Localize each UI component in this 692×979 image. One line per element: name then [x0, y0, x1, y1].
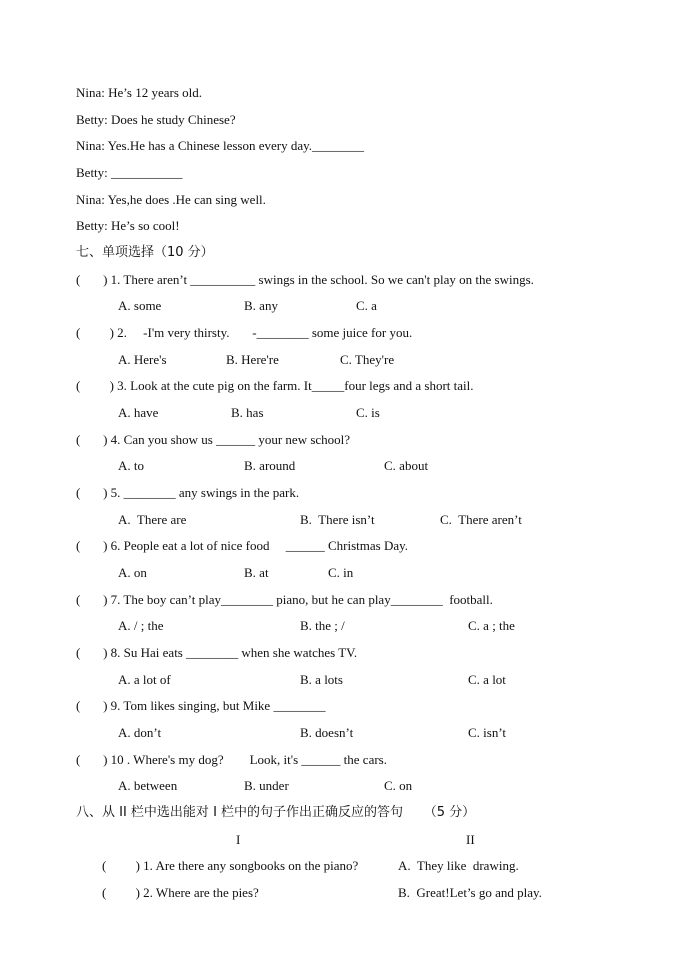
- option-b: B. There isn’t: [300, 512, 375, 527]
- option-a: A. don’t: [118, 725, 162, 740]
- question-stem: ( ) 6. People eat a lot of nice food ______ Christmas Day.: [76, 538, 409, 553]
- option-b: B. the ; /: [300, 618, 345, 633]
- option-b: B. a lots: [300, 672, 343, 687]
- matching-answer: A. They like drawing.: [398, 858, 519, 873]
- matching-question: ( ) 2. Where are the pies?: [102, 885, 259, 900]
- matching-answer: B. Great!Let’s go and play.: [398, 885, 542, 900]
- option-b: B. at: [244, 565, 269, 580]
- option-a: A. Here's: [118, 352, 167, 367]
- dialogue-line: Betty: ___________: [76, 165, 183, 180]
- option-a: A. on: [118, 565, 147, 580]
- option-c: C. in: [328, 565, 354, 580]
- option-b: B. around: [244, 458, 296, 473]
- dialogue-line: Nina: Yes,he does .He can sing well.: [76, 192, 266, 207]
- section-heading: 七、单项选择（10 分）: [76, 245, 214, 260]
- option-c: C. about: [384, 458, 429, 473]
- question-stem: ( ) 5. ________ any swings in the park.: [76, 485, 300, 500]
- section-heading: 八、从 II 栏中选出能对 I 栏中的句子作出正确反应的答句 （5 分）: [76, 805, 476, 820]
- option-a: A. / ; the: [118, 618, 164, 633]
- option-a: A. some: [118, 298, 162, 313]
- option-a: A. to: [118, 458, 144, 473]
- question-stem: ( ) 9. Tom likes singing, but Mike ________: [76, 698, 326, 713]
- option-c: C. a lot: [468, 672, 506, 687]
- option-c: C. There aren’t: [440, 512, 522, 527]
- option-b: B. Here're: [226, 352, 279, 367]
- dialogue-line: Betty: Does he study Chinese?: [76, 112, 236, 127]
- question-stem: ( ) 4. Can you show us ______ your new school?: [76, 432, 351, 447]
- question-stem: ( ) 3. Look at the cute pig on the farm. It_____four legs and a short tail.: [76, 378, 474, 393]
- option-b: B. doesn’t: [300, 725, 354, 740]
- option-c: C. isn’t: [468, 725, 507, 740]
- option-c: C. a ; the: [468, 618, 515, 633]
- column-header-i: I: [236, 832, 241, 847]
- question-stem: ( ) 1. There aren’t __________ swings in the school. So we can't play on the swings.: [76, 272, 534, 287]
- option-c: C. is: [356, 405, 380, 420]
- question-stem: ( ) 2. -I'm very thirsty. -________ some juice for you.: [76, 325, 413, 340]
- question-stem: ( ) 10 . Where's my dog? Look, it's ______ the cars.: [76, 752, 387, 767]
- column-header-ii: II: [466, 832, 475, 847]
- matching-question: ( ) 1. Are there any songbooks on the piano?: [102, 858, 359, 873]
- question-stem: ( ) 7. The boy can’t play________ piano, but he can play________ football.: [76, 592, 493, 607]
- option-c: C. on: [384, 778, 413, 793]
- question-stem: ( ) 8. Su Hai eats ________ when she watches TV.: [76, 645, 358, 660]
- option-a: A. There are: [118, 512, 187, 527]
- dialogue-line: Nina: He’s 12 years old.: [76, 85, 203, 100]
- option-c: C. a: [356, 298, 377, 313]
- option-c: C. They're: [340, 352, 395, 367]
- option-b: B. any: [244, 298, 278, 313]
- option-a: A. a lot of: [118, 672, 171, 687]
- option-b: B. has: [231, 405, 264, 420]
- option-a: A. between: [118, 778, 178, 793]
- option-a: A. have: [118, 405, 159, 420]
- option-b: B. under: [244, 778, 289, 793]
- dialogue-line: Nina: Yes.He has a Chinese lesson every day.________: [76, 138, 364, 153]
- dialogue-line: Betty: He’s so cool!: [76, 218, 180, 233]
